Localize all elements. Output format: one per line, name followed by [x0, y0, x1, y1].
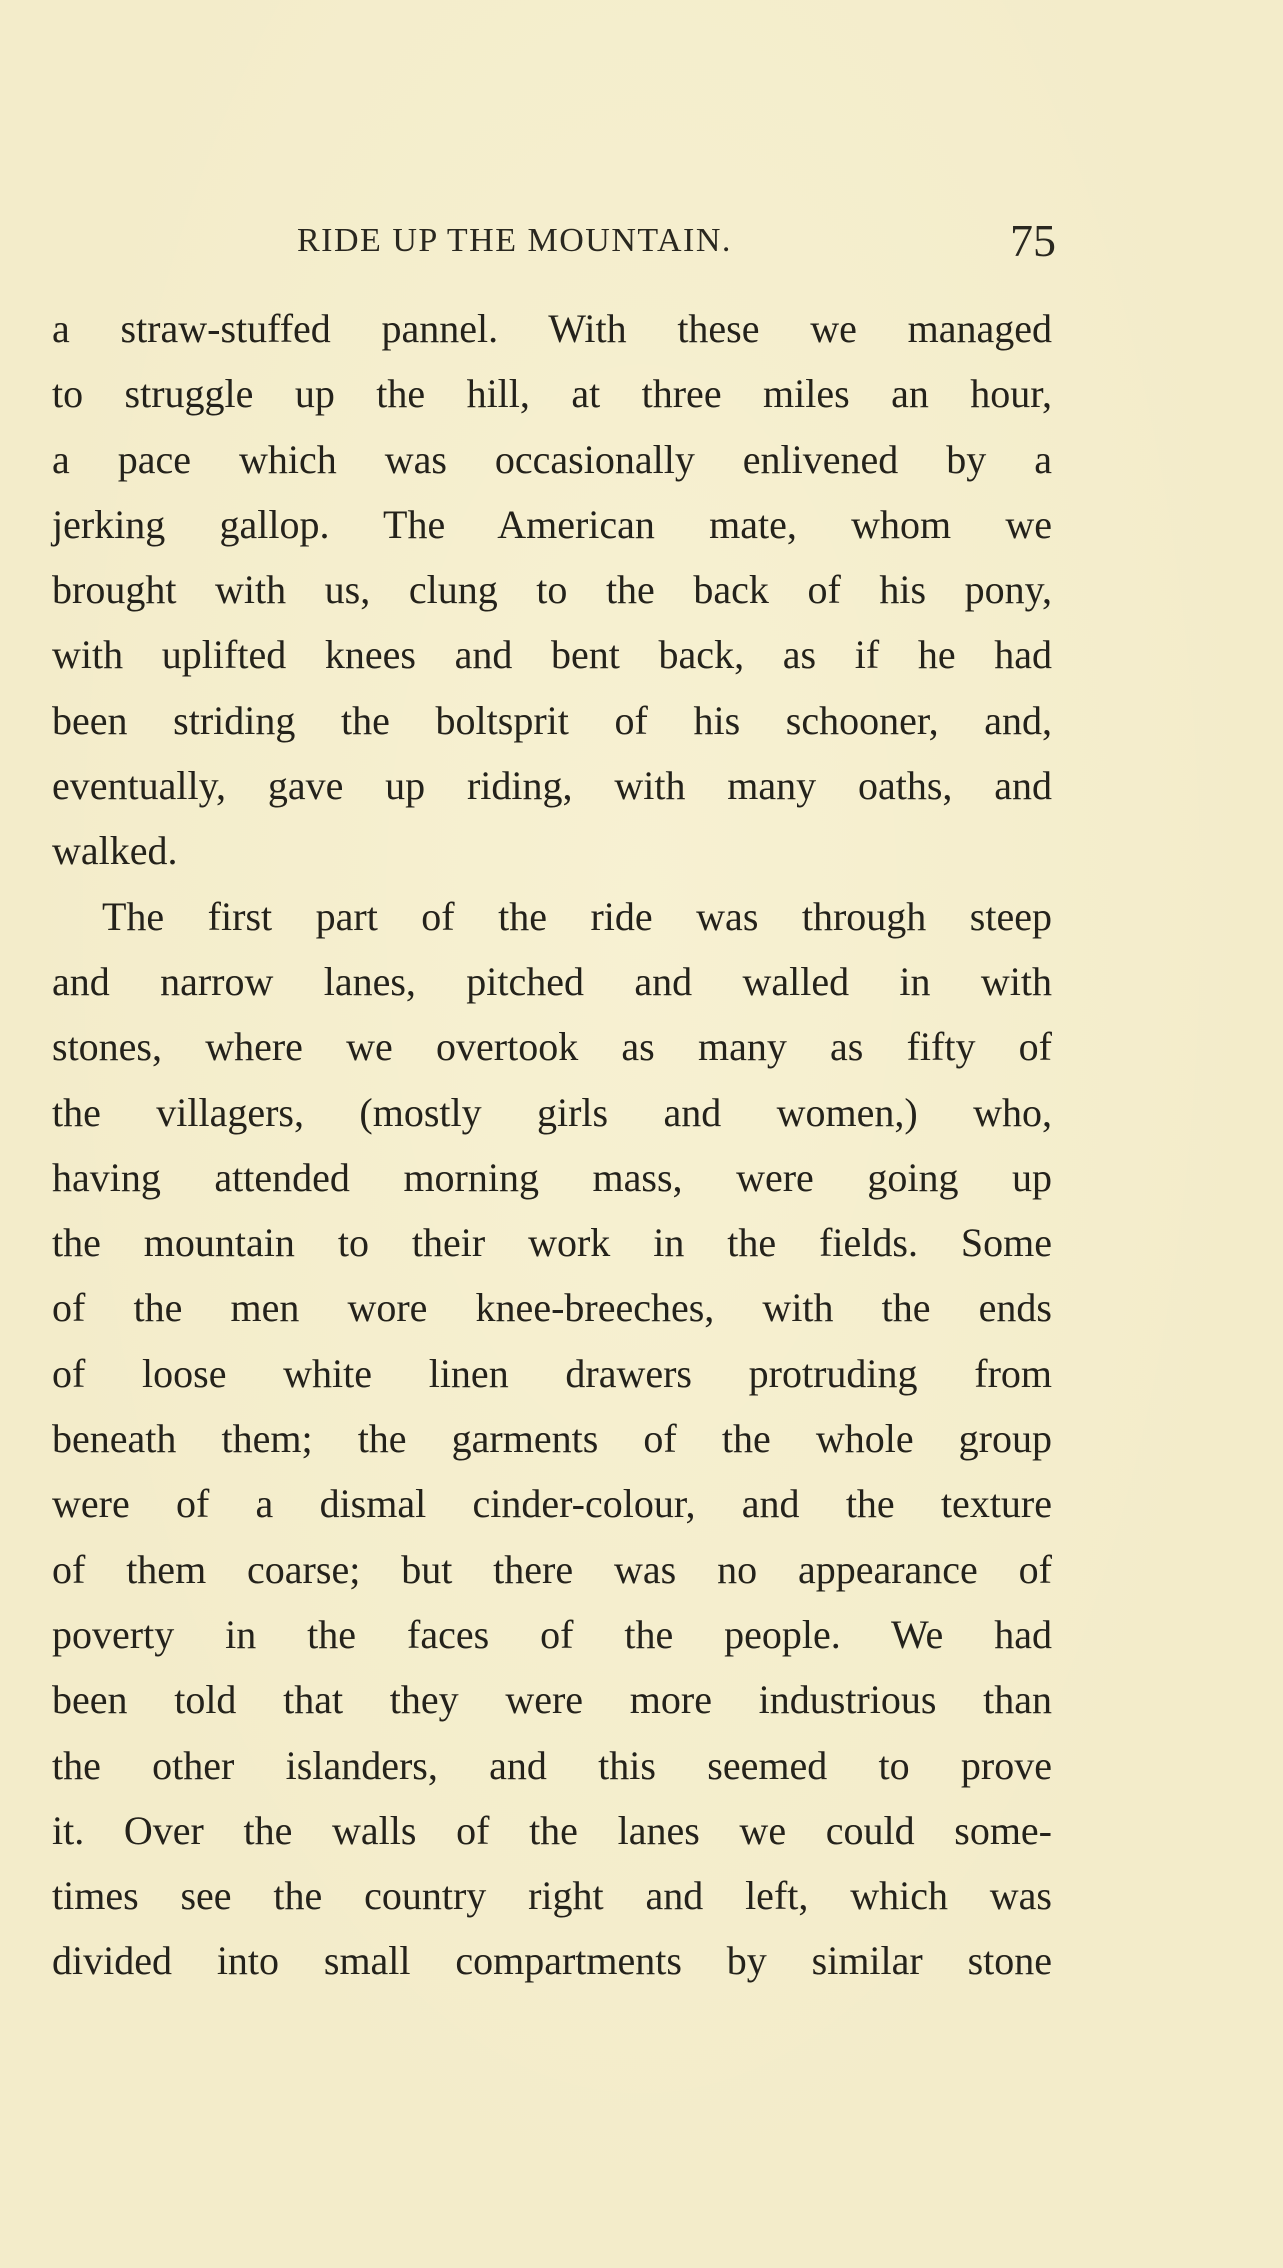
text-line: The first part of the ride was through steep — [102, 893, 1052, 939]
text-line: to struggle up the hill, at three miles an hour, — [52, 371, 1052, 417]
text-line: been striding the boltsprit of his schooner, and, — [52, 697, 1052, 743]
text-line: a pace which was occasionally enlivened by a — [52, 436, 1052, 482]
text-line: it. Over the walls of the lanes we could some- — [52, 1807, 1052, 1853]
text-line: with uplifted knees and bent back, as if he had — [52, 632, 1052, 678]
text-line: been told that they were more industrious than — [52, 1677, 1052, 1723]
page-number: 75 — [1010, 215, 1056, 266]
text-line: of the men wore knee-breeches, with the ends — [52, 1285, 1052, 1331]
text-line: walked. — [52, 828, 178, 874]
running-title: RIDE UP THE MOUNTAIN. — [297, 222, 732, 259]
text-line: beneath them; the garments of the whole group — [52, 1416, 1052, 1462]
text-line: brought with us, clung to the back of his pony, — [52, 567, 1052, 613]
text-line: divided into small compartments by similar stone — [52, 1938, 1052, 1984]
text-line: having attended morning mass, were going up — [52, 1154, 1052, 1200]
text-line: were of a dismal cinder-colour, and the texture — [52, 1481, 1052, 1527]
text-line: the villagers, (mostly girls and women,) who, — [52, 1089, 1052, 1135]
text-line: stones, where we overtook as many as fifty of — [52, 1024, 1052, 1070]
text-line: the other islanders, and this seemed to prove — [52, 1742, 1052, 1788]
text-line: the mountain to their work in the fields. Some — [52, 1220, 1052, 1266]
body-text — [52, 296, 1052, 1994]
text-line: of loose white linen drawers protruding from — [52, 1350, 1052, 1396]
text-line: times see the country right and left, which was — [52, 1873, 1052, 1919]
text-line: a straw-stuffed pannel. With these we managed — [52, 306, 1052, 351]
running-head — [52, 215, 1056, 278]
text-line: jerking gallop. The American mate, whom we — [52, 501, 1052, 547]
text-line: eventually, gave up riding, with many oaths, and — [52, 763, 1052, 809]
text-line: poverty in the faces of the people. We had — [52, 1611, 1052, 1657]
text-line: and narrow lanes, pitched and walled in with — [52, 958, 1052, 1004]
text-line: of them coarse; but there was no appearance of — [52, 1546, 1052, 1592]
